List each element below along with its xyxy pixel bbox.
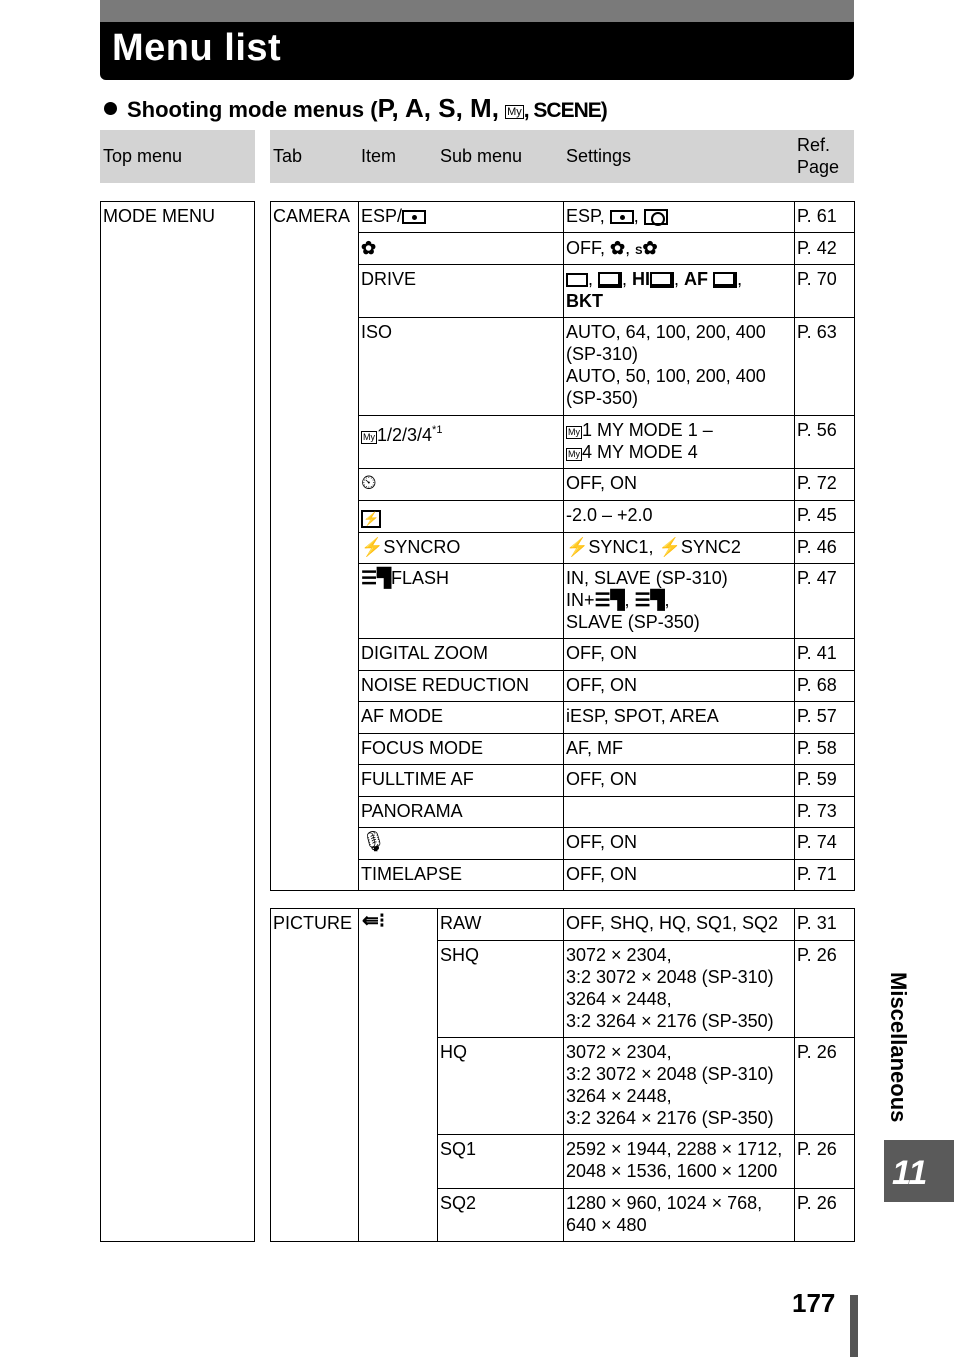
section-heading: Shooting mode menus (P, A, S, M, My, SCENE) [104, 92, 607, 127]
settings-cell: IN, SLAVE (SP-310) IN+☰▜, ☰▜, SLAVE (SP-350) [566, 568, 728, 632]
table-row: ☰▜FLASH [361, 568, 450, 588]
settings-cell: OFF, ✿, S✿ [566, 238, 658, 258]
macro-icon: ✿ [610, 238, 626, 258]
top-gray-bar [100, 0, 854, 22]
sequential-icon [713, 272, 737, 288]
macro-icon: ✿ [361, 238, 377, 258]
settings-cell: 3072 × 2304, 3:2 3072 × 2048 (SP-310) 3264 × 2448, 3:2 3264 × 2176 (SP-350) [566, 945, 774, 1031]
page-number-bar [850, 1295, 858, 1357]
settings-cell: ESP, , [566, 205, 668, 227]
spot-metering-icon [402, 210, 426, 224]
flash-compensation-icon: ⚡ [363, 511, 380, 526]
title-bar [100, 22, 854, 80]
settings-cell: My 1 MY MODE 1 – My 4 MY MODE 4 [568, 420, 713, 462]
multi-metering-icon [644, 209, 668, 225]
my-mode-icon: My [568, 427, 580, 437]
top-menu-box [100, 201, 255, 1242]
top-menu-label: MODE MENU [103, 206, 215, 226]
my-mode-icon: My [507, 106, 522, 118]
page-title: Menu list [112, 27, 282, 69]
my-mode-icon: My [363, 432, 375, 442]
table-row: My 1/2/3/4$^{*1}$ [363, 424, 443, 445]
image-quality-icon: ⇚⁝ [362, 910, 386, 932]
settings-cell: AUTO, 64, 100, 200, 400 (SP-310) AUTO, 50, 100, 200, 400 (SP-350) [566, 322, 766, 408]
page-number: 177 [792, 1288, 836, 1318]
flash-icon: ⚡ [658, 537, 681, 557]
flash-icon: ⚡ [361, 537, 384, 557]
sequential-icon [650, 272, 674, 288]
settings-cell: ⚡SYNC1, ⚡SYNC2 [566, 537, 741, 557]
super-macro-icon: S✿ [635, 238, 658, 258]
flash-icon: ⚡ [566, 537, 589, 557]
header-columns: Tab Item Sub menu Settings Ref. Page [270, 130, 854, 183]
microphone-icon: 🎙 [361, 831, 387, 853]
tab-camera: CAMERA [273, 206, 351, 226]
sequential-icon [598, 272, 622, 288]
tab-picture: PICTURE [273, 913, 353, 933]
spot-metering-icon [610, 210, 634, 224]
settings-cell: 3072 × 2304, 3:2 3072 × 2048 (SP-310) 3264 × 2448, 3:2 3264 × 2176 (SP-350) [566, 1042, 774, 1128]
single-frame-icon [566, 273, 588, 287]
table-row: ⚡SYNCRO [361, 537, 461, 557]
settings-cell: 2592 × 1944, 2288 × 1712, 2048 × 1536, 1600 × 1200 [566, 1139, 783, 1181]
external-flash-icon: ☰▜ [594, 590, 625, 610]
external-flash-icon: ☰▜ [361, 568, 391, 588]
bullet-icon [104, 102, 117, 115]
settings-cell: 1280 × 960, 1024 × 768, 640 × 480 [566, 1193, 763, 1235]
header-top-menu: Top menu [100, 130, 255, 183]
table-row: ESP/ [361, 205, 426, 227]
my-mode-icon: My [568, 449, 580, 459]
external-flash-icon: ☰▜ [634, 590, 665, 610]
chapter-tab: 11 [884, 1140, 954, 1202]
side-section-label: Miscellaneous [886, 972, 911, 1123]
settings-cell: , , HI , AF , BKT [566, 269, 743, 311]
self-timer-icon: ⏲ [361, 472, 377, 494]
